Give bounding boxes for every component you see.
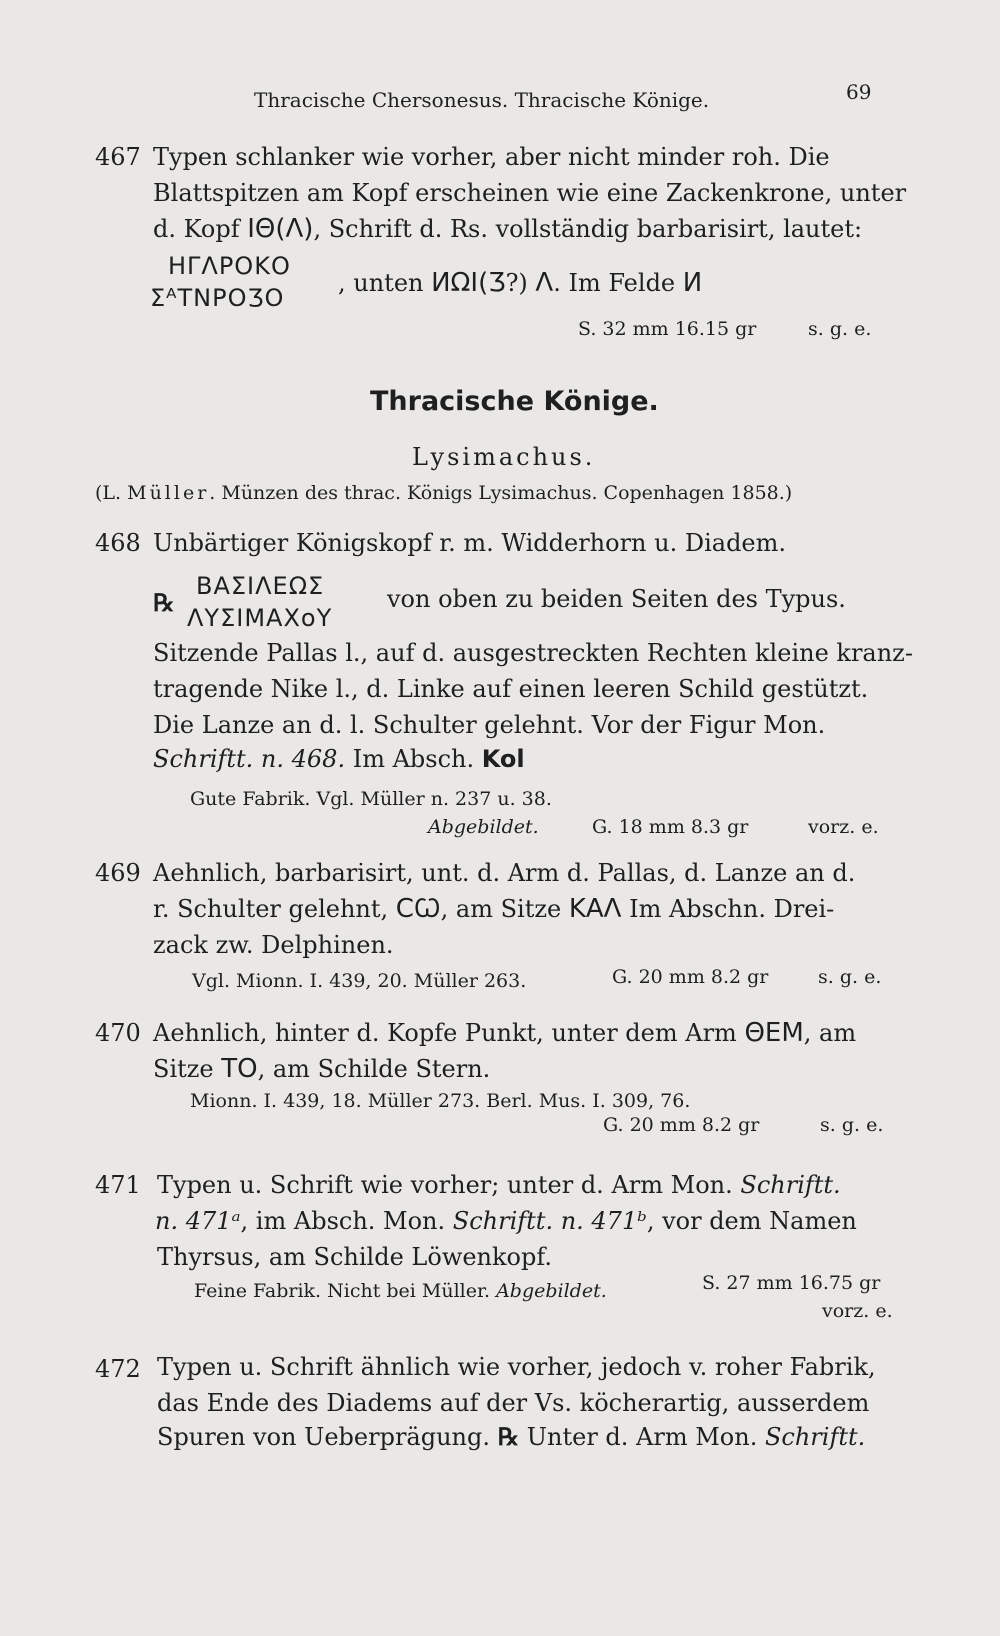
- entry-468-legend-bottom: ΛΥΣΙΜΑΧoΥ: [187, 604, 333, 632]
- entry-number-469: 469: [95, 859, 141, 887]
- entry-470-condition: s. g. e.: [820, 1114, 884, 1136]
- entry-471-line-1: [157, 1168, 841, 1202]
- text: . Münzen des thrac. Königs Lysimachus. Copenhagen 1858.): [209, 482, 793, 504]
- entry-468-meta-1: Gute Fabrik. Vgl. Müller n. 237 u. 38.: [190, 788, 552, 810]
- entry-468-line-4: tragende Nike l., d. Linke auf einen leeren Schild gestützt.: [153, 675, 869, 703]
- text: , im Absch. Mon.: [240, 1207, 453, 1235]
- greek-letter: Λ: [535, 268, 554, 298]
- entry-469-line-1: Aehnlich, barbarisirt, unt. d. Arm d. Pallas, d. Lanze an d.: [153, 859, 856, 887]
- text: Aehnlich, hinter d. Kopfe Punkt, unter dem Arm: [153, 1019, 745, 1047]
- entry-469-condition: s. g. e.: [818, 966, 882, 988]
- entry-471-meta-1: [194, 1280, 607, 1302]
- entry-number-471: 471: [95, 1171, 141, 1199]
- entry-471-measure: S. 27 mm 16.75 gr: [702, 1272, 881, 1294]
- entry-468-line-5: Die Lanze an d. l. Schulter gelehnt. Vor der Figur Mon.: [153, 711, 826, 739]
- section-heading: Thracische Könige.: [370, 386, 659, 417]
- plate-reference: Schriftt. n. 471ᵇ: [452, 1207, 647, 1235]
- entry-469-meta: Vgl. Mionn. I. 439, 20. Müller 263.: [192, 970, 527, 992]
- entry-472-line-3: [157, 1420, 865, 1454]
- reverse-symbol: ℞: [497, 1422, 520, 1451]
- text: , Schrift d. Rs. vollständig barbarisirt, lautet:: [313, 215, 863, 243]
- text: d. Kopf: [153, 215, 248, 243]
- text: Sitze: [153, 1055, 222, 1083]
- entry-467-line-3: [153, 212, 862, 246]
- entry-470-measure: G. 20 mm 8.2 gr: [603, 1114, 760, 1136]
- entry-467-legend-bottom: ΣᴬTNPOƷO: [150, 284, 285, 312]
- text: Typen u. Schrift wie vorher; unter d. Arm Mon.: [157, 1171, 741, 1199]
- text: r. Schulter gelehnt,: [153, 895, 396, 923]
- text: ?): [505, 269, 536, 297]
- entry-468-illustrated: Abgebildet.: [428, 816, 539, 838]
- section-reference: [95, 482, 792, 504]
- entry-468-line-1: Unbärtiger Königskopf r. m. Widderhorn u. Diadem.: [153, 529, 787, 557]
- entry-469-measure: G. 20 mm 8.2 gr: [612, 966, 769, 988]
- text: Im Abschn. Drei-: [621, 895, 835, 923]
- entry-467-line-1: Typen schlanker wie vorher, aber nicht minder roh. Die: [153, 143, 830, 171]
- greek-legend: ИΩI(Ʒ: [431, 268, 506, 298]
- entry-469-line-3: zack zw. Delphinen.: [153, 931, 394, 959]
- page-number: 69: [846, 80, 872, 104]
- text: , am Schilde Stern.: [257, 1055, 491, 1083]
- entry-471-line-3: Thyrsus, am Schilde Löwenkopf.: [157, 1243, 553, 1271]
- plate-reference: n. 471ᵃ: [155, 1207, 241, 1235]
- entry-470-line-2: [153, 1052, 490, 1086]
- plate-reference: Schriftt. n. 468.: [153, 745, 346, 773]
- entry-467-meta: S. 32 mm 16.15 gr: [578, 318, 757, 340]
- greek-legend: KΑΛ: [568, 894, 622, 924]
- entry-471-condition: vorz. e.: [822, 1300, 893, 1322]
- entry-470-meta-1: Mionn. I. 439, 18. Müller 273. Berl. Mus. I. 309, 76.: [190, 1090, 691, 1112]
- text: (L.: [95, 482, 128, 504]
- illustrated-note: Abgebildet.: [496, 1280, 607, 1302]
- greek-legend: CꞶ: [395, 894, 441, 924]
- entry-468-condition: vorz. e.: [808, 816, 879, 838]
- text: Spuren von Ueberprägung.: [157, 1423, 498, 1451]
- entry-number-467: 467: [95, 143, 141, 171]
- text: , unten: [338, 269, 432, 297]
- text: , vor dem Namen: [646, 1207, 857, 1235]
- text: , am Sitze: [440, 895, 569, 923]
- reverse-symbol: ℞: [153, 588, 175, 617]
- entry-467-legend-top: HΓΛΡΟΚΟ: [168, 252, 291, 280]
- entry-number-468: 468: [95, 529, 141, 557]
- text: . Im Felde: [553, 269, 683, 297]
- greek-letter: И: [682, 268, 703, 298]
- greek-legend: ΘΕΜ: [744, 1018, 804, 1048]
- greek-legend: IΘ(Λ): [247, 214, 314, 244]
- entry-472-line-1: Typen u. Schrift ähnlich wie vorher, jedoch v. roher Fabrik,: [157, 1353, 876, 1381]
- author-name: Müller: [127, 482, 210, 504]
- running-title: Thracische Chersonesus. Thracische Könige.: [254, 88, 710, 112]
- entry-number-470: 470: [95, 1019, 141, 1047]
- entry-472-line-2: das Ende des Diadems auf der Vs. köcherartig, ausserdem: [157, 1389, 870, 1417]
- entry-469-line-2: [153, 892, 834, 926]
- plate-reference: Schriftt.: [740, 1171, 841, 1199]
- plate-reference: Schriftt.: [764, 1423, 866, 1451]
- greek-legend: Kol: [481, 745, 525, 773]
- entry-number-472: 472: [95, 1355, 141, 1383]
- text: Feine Fabrik. Nicht bei Müller.: [194, 1280, 497, 1302]
- text: , am: [803, 1019, 857, 1047]
- entry-467-line-2: Blattspitzen am Kopf erscheinen wie eine Zackenkrone, unter: [153, 179, 907, 207]
- entry-470-line-1: [153, 1016, 856, 1050]
- entry-468-meta-2: G. 18 mm 8.3 gr: [592, 816, 749, 838]
- entry-467-line-4: [338, 266, 702, 300]
- section-subheading: Lysimachus.: [412, 443, 596, 471]
- entry-471-line-2: [155, 1204, 857, 1238]
- entry-467-condition: s. g. e.: [808, 318, 872, 340]
- entry-468-line-2: von oben zu beiden Seiten des Typus.: [387, 585, 846, 613]
- entry-468-legend-top: ΒΑΣΙΛΕΩΣ: [196, 572, 325, 600]
- greek-legend: TO: [221, 1054, 258, 1084]
- text: Unter d. Arm Mon.: [519, 1423, 765, 1451]
- entry-468-line-6: [153, 742, 525, 776]
- text: Im Absch.: [345, 745, 482, 773]
- entry-468-line-3: Sitzende Pallas l., auf d. ausgestreckten Rechten kleine kranz-: [153, 639, 913, 667]
